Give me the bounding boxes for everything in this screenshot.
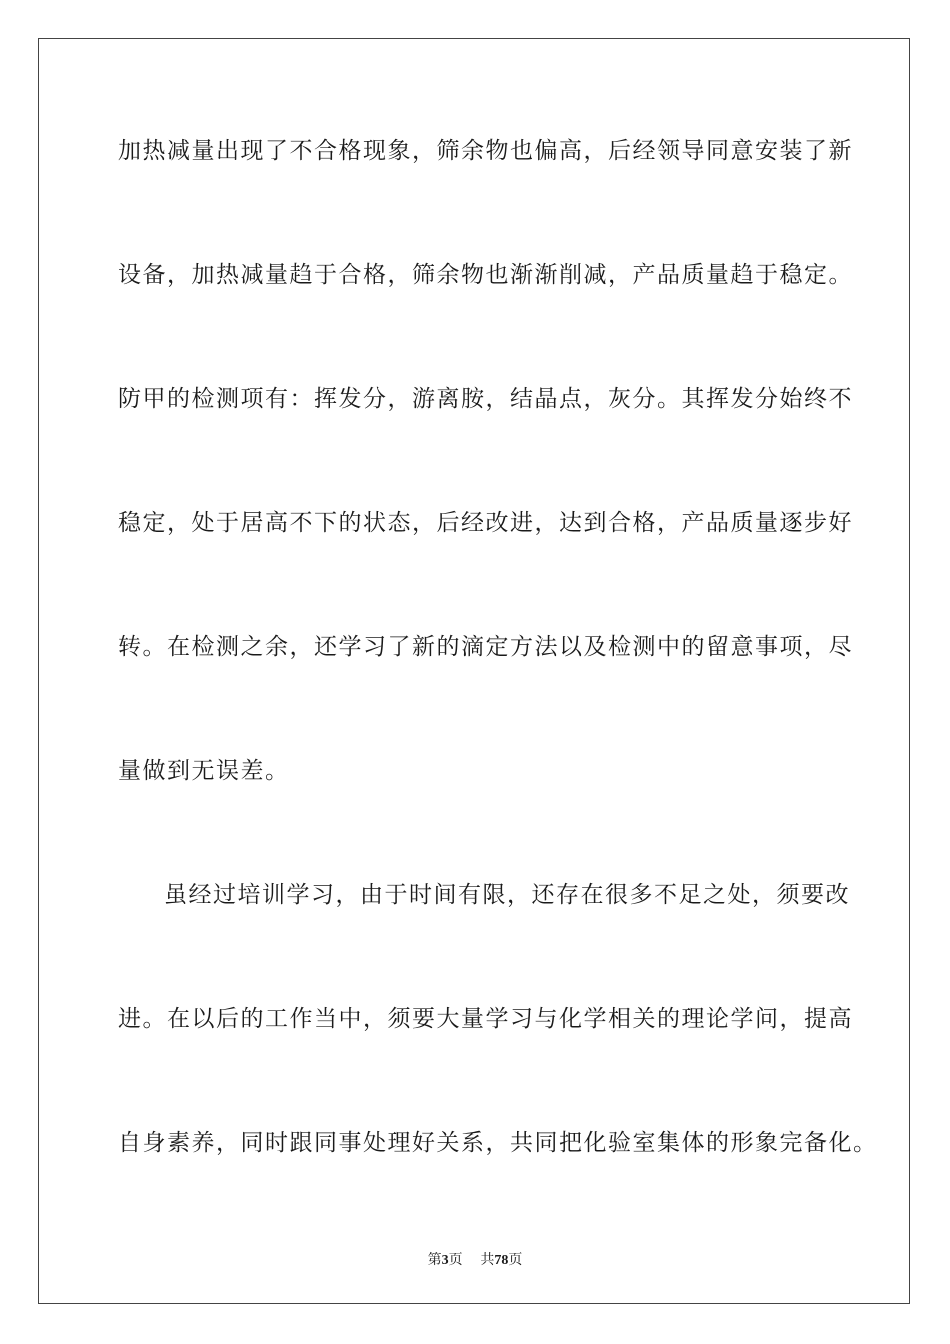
page-number: 3 [441,1253,449,1268]
body-text-line: 转。在检测之余，还学习了新的滴定方法以及检测中的留意事项，尽 [118,634,853,660]
body-text-line: 设备，加热减量趋于合格，筛余物也渐渐削减，产品质量趋于稳定。 [118,262,853,288]
page-label-suffix: 页 [448,1252,463,1268]
body-text-line: 量做到无误差。 [118,758,290,784]
page-border [38,38,910,1304]
body-text-line: 自身素养，同时跟同事处理好关系，共同把化验室集体的形象完备化。 [118,1130,878,1156]
body-text-line: 防甲的检测项有：挥发分，游离胺，结晶点，灰分。其挥发分始终不 [118,386,853,412]
body-text-line: 稳定，处于居高不下的状态，后经改进，达到合格，产品质量逐步好 [118,510,853,536]
paragraph-first-line: 虽经过培训学习，由于时间有限，还存在很多不足之处，须要改 [164,882,850,908]
total-pages: 78 [494,1253,509,1268]
total-label-prefix: 共 [480,1252,495,1268]
body-text-line: 加热减量出现了不合格现象，筛余物也偏高，后经领导同意安装了新 [118,138,853,164]
page-label-prefix: 第 [427,1252,442,1268]
page-footer [0,1249,950,1269]
total-label-suffix: 页 [508,1252,523,1268]
body-text-line: 进。在以后的工作当中，须要大量学习与化学相关的理论学问，提高 [118,1006,853,1032]
